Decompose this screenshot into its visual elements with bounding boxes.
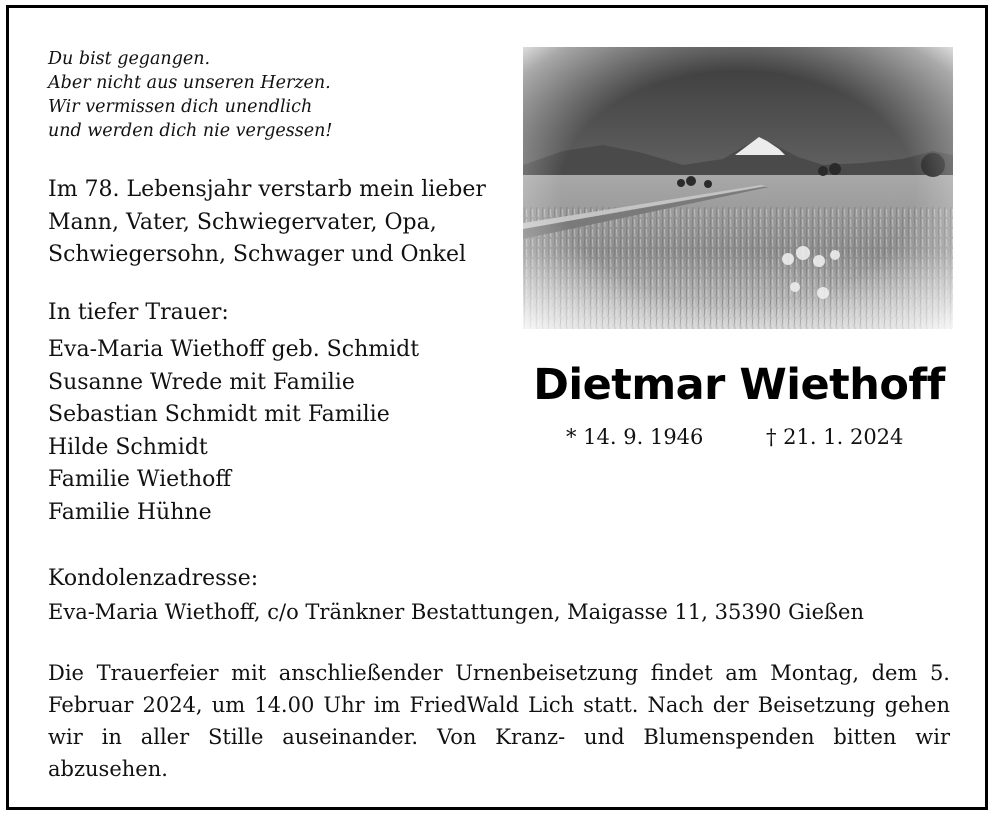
mourner-name: Eva-Maria Wiethoff geb. Schmidt: [48, 337, 420, 362]
death-announcement: [48, 174, 518, 272]
poem-line: Aber nicht aus unseren Herzen.: [48, 73, 331, 93]
mourner-name: Familie Hühne: [48, 499, 212, 525]
poem-line: Wir vermissen dich unendlich: [48, 97, 313, 117]
mourners-label: In tiefer Trauer:: [48, 300, 229, 325]
announcement-line: Schwiegersohn, Schwager und Onkel: [48, 242, 467, 267]
poem-line: Du bist gegangen.: [48, 49, 211, 69]
mourners-list: [48, 334, 419, 529]
mourner-name: Hilde Schmidt: [48, 434, 208, 460]
death-date: † 21. 1. 2024: [766, 425, 904, 449]
birth-date: * 14. 9. 1946: [566, 425, 704, 449]
announcement-line: Im 78. Lebensjahr verstarb mein lieber: [48, 177, 486, 202]
deceased-name: Dietmar Wiethoff: [533, 360, 945, 410]
landscape-photo: [523, 47, 953, 329]
ceremony-info: Die Trauerfeier mit anschließender Urnenbeisetzung findet am Montag, dem 5. Februar 2024, um 14.00 Uhr im FriedWald Lich statt. Nach der Beisetzung gehen wir in aller Stille auseinander. Von Kranz- und Blumenspenden bitten wir abzusehen.: [48, 661, 950, 781]
condolence-label: Kondolenzadresse:: [48, 566, 259, 591]
mourner-name: Familie Wiethoff: [48, 467, 232, 492]
poem-line: und werden dich nie vergessen!: [48, 121, 333, 141]
announcement-line: Mann, Vater, Schwiegervater, Opa,: [48, 209, 437, 235]
mourner-name: Susanne Wrede mit Familie: [48, 369, 355, 395]
mourner-name: Sebastian Schmidt mit Familie: [48, 402, 390, 427]
poem: [48, 47, 478, 143]
condolence-address: Eva-Maria Wiethoff, c/o Tränkner Bestattungen, Maigasse 11, 35390 Gießen: [48, 600, 864, 624]
